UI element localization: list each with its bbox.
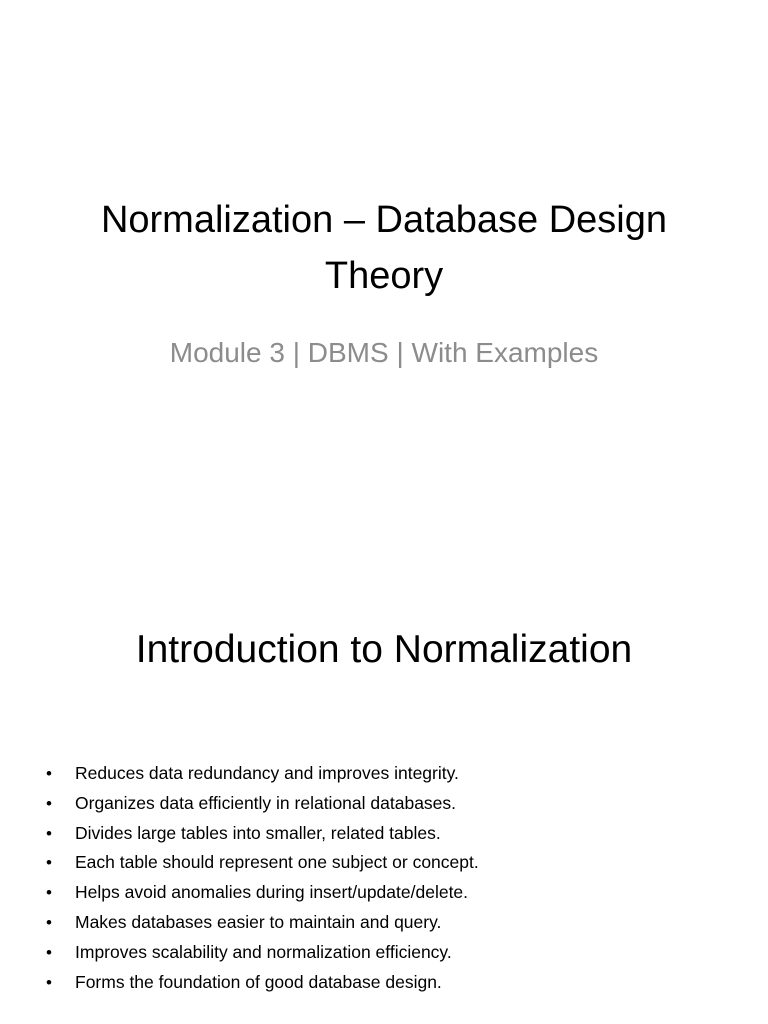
slide-title-line-1: Normalization – Database Design [100, 199, 668, 241]
bullet-item [38, 878, 479, 908]
bullet-text: Improves scalability and normalization efficiency. [75, 941, 452, 962]
bullet-dot-icon: • [46, 883, 52, 903]
bullet-text: Makes databases easier to maintain and query. [75, 911, 442, 932]
bullet-item [38, 848, 479, 878]
bullet-item [38, 789, 479, 819]
bullet-dot-icon: • [46, 853, 52, 873]
content-slide [0, 576, 768, 1024]
bullet-item [38, 759, 479, 789]
slide-subtitle: Module 3 | DBMS | With Examples [169, 337, 599, 368]
bullet-dot-icon: • [46, 912, 52, 932]
bullet-text: Helps avoid anomalies during insert/update/delete. [75, 882, 469, 903]
bullet-item [38, 968, 479, 998]
bullet-dot-icon: • [46, 793, 52, 813]
bullet-item [38, 908, 479, 938]
bullet-text: Organizes data efficiently in relational databases. [75, 792, 457, 813]
bullet-item [38, 938, 479, 968]
bullet-dot-icon: • [46, 823, 52, 843]
section-title: Introduction to Normalization [135, 628, 633, 671]
bullet-text: Divides large tables into smaller, related tables. [75, 822, 441, 843]
bullet-item [38, 819, 479, 849]
bullet-dot-icon: • [46, 764, 52, 783]
slide-title [40, 192, 728, 304]
bullet-list [38, 759, 479, 997]
bullet-text: Reduces data redundancy and improves integrity. [75, 763, 459, 783]
bullet-dot-icon: • [46, 972, 52, 992]
slide-title-line-2: Theory [324, 255, 444, 297]
bullet-text: Forms the foundation of good database design. [75, 971, 442, 992]
bullet-text: Each table should represent one subject or concept. [75, 852, 479, 873]
bullet-dot-icon: • [46, 942, 52, 962]
